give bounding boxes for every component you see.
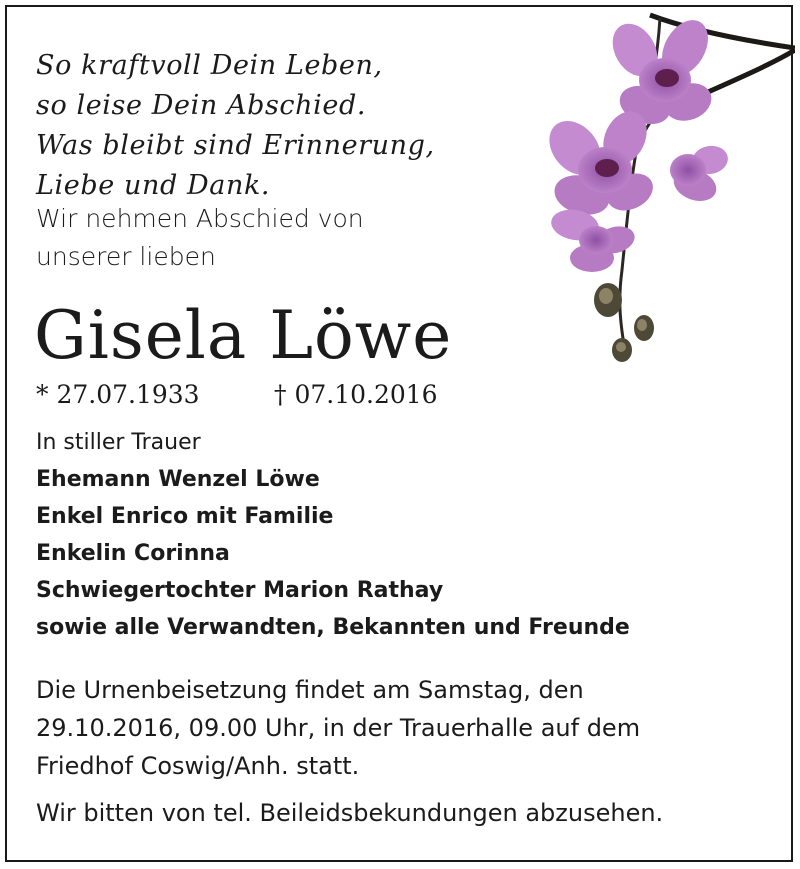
- mourners-block: [36, 424, 630, 646]
- poem-line: so leise Dein Abschied.: [36, 90, 367, 121]
- orchid-flower: [549, 206, 638, 272]
- funeral-line: Die Urnenbeisetzung findet am Samstag, den: [36, 676, 584, 704]
- mourner-name: sowie alle Verwandten, Bekannten und Freunde: [36, 615, 630, 640]
- poem-line: So kraftvoll Dein Leben,: [36, 50, 383, 81]
- orchid-flower: [669, 143, 730, 207]
- death-date: † 07.10.2016: [274, 380, 438, 409]
- condolence-request: Wir bitten von tel. Beileidsbekundungen abzusehen.: [36, 799, 664, 827]
- intro-line: Wir nehmen Abschied von: [36, 204, 364, 233]
- mourner-name: Schwiegertochter Marion Rathay: [36, 578, 444, 603]
- funeral-line: Friedhof Coswig/Anh. statt.: [36, 752, 360, 780]
- mourner-name: Enkel Enrico mit Familie: [36, 504, 334, 529]
- orchid-buds: [594, 283, 654, 362]
- mourner-name: Enkelin Corinna: [36, 541, 230, 566]
- life-dates: [36, 376, 438, 414]
- poem: [36, 46, 435, 206]
- poem-line: Liebe und Dank.: [36, 170, 271, 201]
- farewell-intro: [36, 200, 364, 276]
- funeral-info: [36, 671, 640, 785]
- intro-line: unserer lieben: [36, 242, 216, 271]
- orchid-flower: [540, 104, 659, 220]
- mourners-heading: In stiller Trauer: [36, 430, 201, 455]
- orchid-icon: [540, 10, 795, 370]
- funeral-line: 29.10.2016, 09.00 Uhr, in der Trauerhalle auf dem: [36, 714, 641, 742]
- birth-date: * 27.07.1933: [36, 380, 200, 409]
- mourner-name: Ehemann Wenzel Löwe: [36, 467, 320, 492]
- poem-line: Was bleibt sind Erinnerung,: [36, 130, 435, 161]
- deceased-name: Gisela Löwe: [34, 297, 453, 374]
